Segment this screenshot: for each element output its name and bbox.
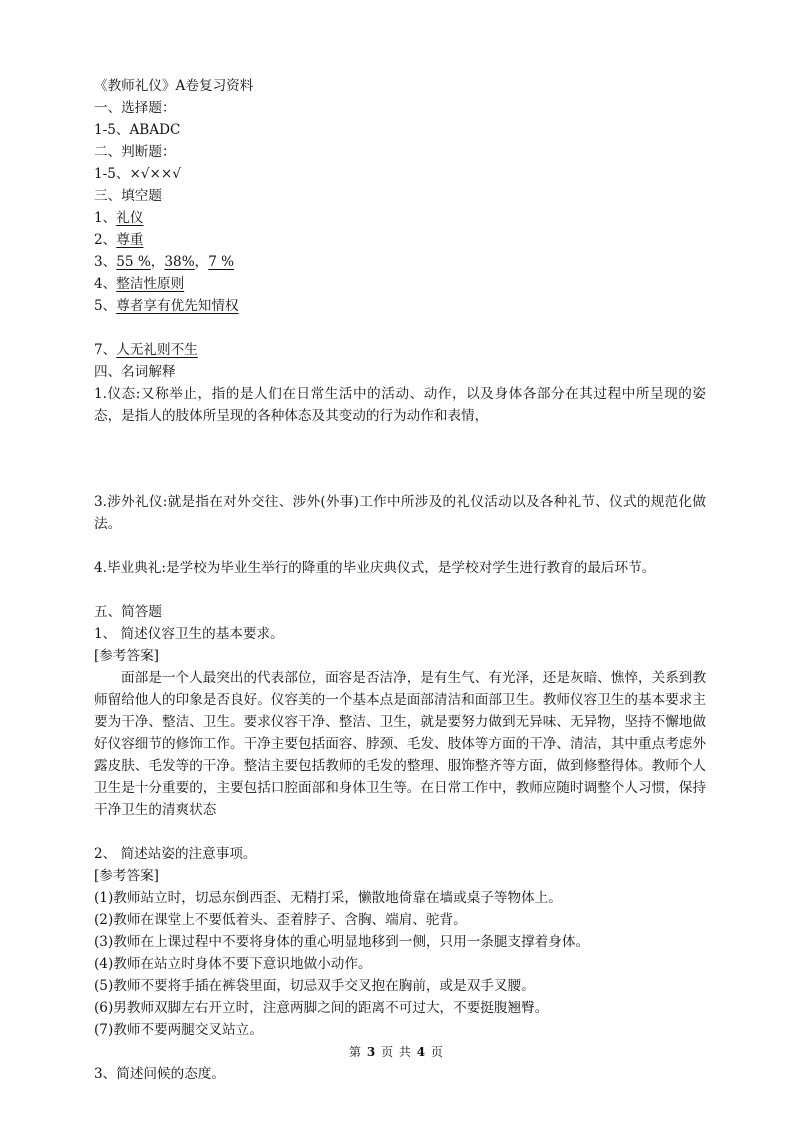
fill-item-1: 1、礼仪 [94,210,144,226]
section-fill-heading: 三、填空题 [94,188,162,204]
question-1: 1、 简述仪容卫生的基本要求。 [94,626,284,642]
answer-2-point-3: (3)教师在上课过程中不要将身体的重心明显地移到一侧，只用一条腿支撑着身体。 [94,934,590,950]
page-footer: 第 3 页 共 4 页 [349,1045,444,1059]
question-2: 2、 简述站姿的注意事项。 [94,846,257,862]
page-number: 3 [366,1045,377,1059]
section-judge-heading: 二、判断题： [94,144,176,160]
question-3: 3、简述问候的态度。 [94,1066,225,1082]
section-short-answer-heading: 五、简答题 [94,604,162,620]
answer-2-point-6: (6)男教师双脚左右开立时，注意两脚之间的距离不可过大，不要挺腹翘臀。 [94,1000,549,1016]
reference-answer-label: [参考答案] [94,868,159,884]
section-terms-heading: 四、名词解释 [94,364,176,380]
answer-1-text: 面部是一个人最突出的代表部位，面容是否洁净，是有生气、有光泽，还是灰暗、憔悴，关系到教师留给他人的印象是否良好。仪容美的一个基本点是面部清洁和面部卫生。教师仪容卫生的基本要求主要为干净、整洁、卫生。要求仪容干净、整洁、卫生，就是要努力做到无异味、无异物，坚持不懈地做好仪容细节的修饰工作。干净主要包括面容、脖颈、毛发、肢体等方面的干净、清洁，其中重点考虑外露皮肤、毛发等的干净。整洁主要包括教师的毛发的整理、服饰整齐等方面，做到修整得体。教师个人卫生是十分重要的，主要包括口腔面部和身体卫生等。在日常工作中，教师应随时调整个人习惯，保持干净卫生的清爽状态 [94,670,706,818]
answer-2-point-1: (1)教师站立时，切忌东倒西歪、无精打采，懒散地倚靠在墙或桌子等物体上。 [94,890,562,906]
page-total: 4 [416,1045,427,1059]
choice-answers: 1-5、ABADC [94,122,181,138]
fill-item-4: 4、整洁性原则 [94,276,185,292]
judge-answers: 1-5、×√××√ [94,166,181,182]
section-choice-heading: 一、选择题： [94,100,176,116]
term-posture: 1.仪态:又称举止，指的是人们在日常生活中的活动、动作，以及身体各部分在其过程中所呈现的姿态，是指人的肢体所呈现的各种体态及其变动的行为动作和表情， [94,386,706,424]
term-graduation: 4.毕业典礼:是学校为毕业生举行的降重的毕业庆典仪式，是学校对学生进行教育的最后环节。 [94,560,656,576]
fill-item-7: 7、人无礼则不生 [94,342,198,358]
reference-answer-label: [参考答案] [94,648,159,664]
fill-item-5: 5、尊者享有优先知情权 [94,298,239,314]
answer-2-point-5: (5)教师不要将手插在裤袋里面，切忌双手交叉抱在胸前，或是双手叉腰。 [94,978,535,994]
document-body [94,75,706,1085]
term-foreign-etiquette: 3.涉外礼仪:就是指在对外交往、涉外(外事)工作中所涉及的礼仪活动以及各种礼节、仪式的规范化做法。 [94,494,706,532]
document-title: 《教师礼仪》A卷复习资料 [94,78,254,94]
answer-2-point-4: (4)教师在站立时身体不要下意识地做小动作。 [94,956,372,972]
answer-2-point-2: (2)教师在课堂上不要低着头、歪着脖子、含胸、端肩、驼背。 [94,912,467,928]
fill-item-2: 2、尊重 [94,232,144,248]
fill-item-3: 3、55 %，38%，7 % [94,254,235,270]
answer-2-point-7: (7)教师不要两腿交叉站立。 [94,1022,263,1038]
